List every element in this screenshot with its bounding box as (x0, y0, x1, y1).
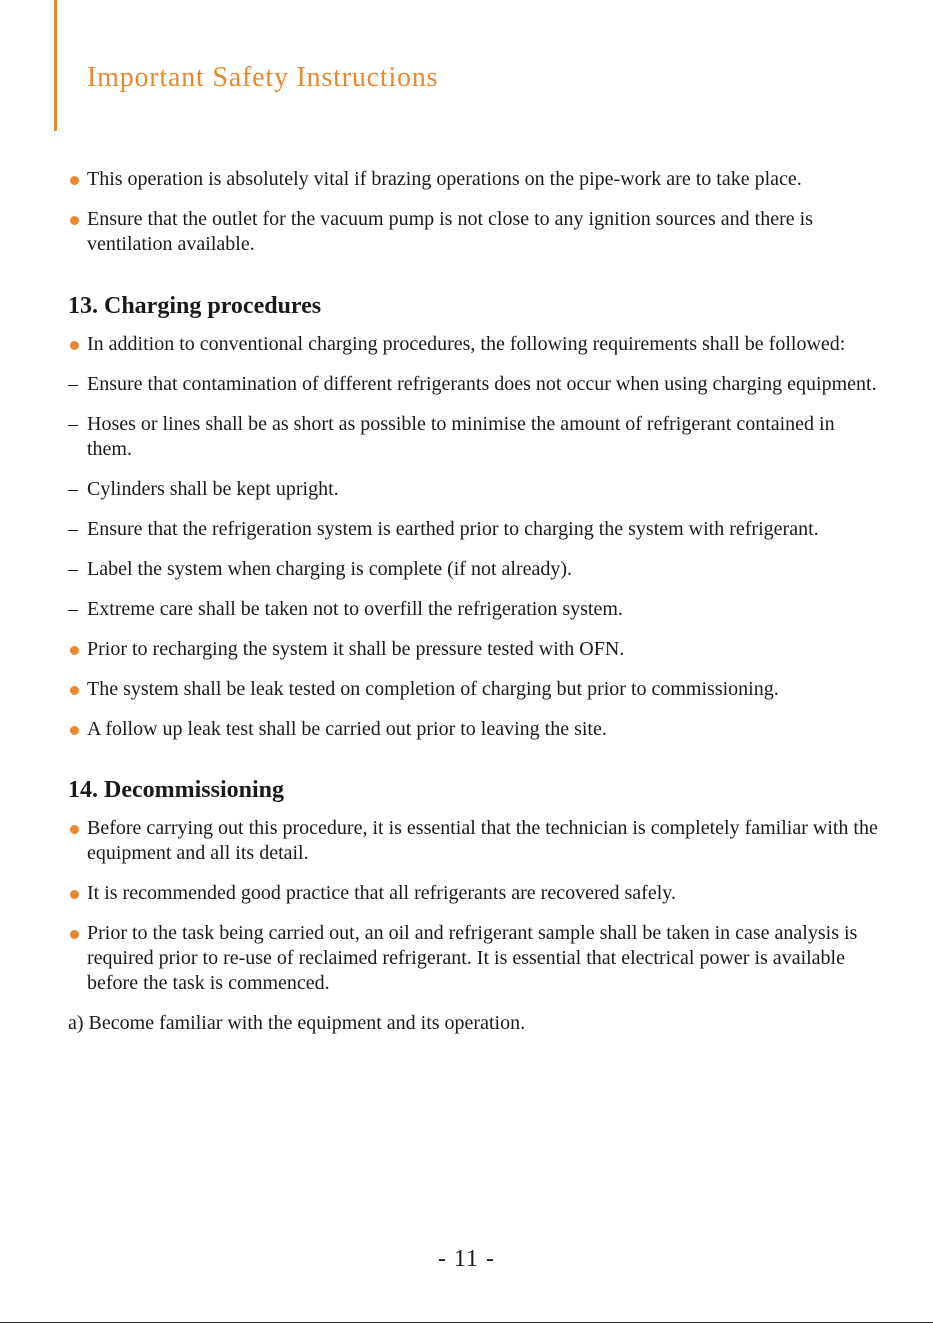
list-item-text: In addition to conventional charging procedures, the following requirements shall be followed: (87, 333, 846, 355)
list-item-text: It is recommended good practice that all refrigerants are recovered safely. (87, 882, 676, 904)
bullet-icon (70, 646, 79, 655)
list-item (68, 477, 883, 502)
bullet-icon (70, 930, 79, 939)
list-item (68, 332, 883, 357)
list-item (68, 881, 883, 906)
list-item (68, 412, 883, 462)
bullet-icon (70, 176, 79, 185)
list-item-text: Extreme care shall be taken not to overfill the refrigeration system. (87, 598, 623, 620)
list-item (68, 517, 883, 542)
list-item (68, 717, 883, 742)
dash-marker: – (68, 518, 78, 540)
list-item (68, 207, 883, 257)
page-header-title: Important Safety Instructions (87, 62, 439, 93)
list-item (68, 921, 883, 996)
list-item-text: This operation is absolutely vital if brazing operations on the pipe-work are to take place. (87, 168, 802, 190)
list-item (68, 677, 883, 702)
dash-marker: – (68, 478, 78, 500)
list-item-text: Prior to the task being carried out, an oil and refrigerant sample shall be taken in case analysis is required prior to re-use of reclaimed refrigerant. It is essential that electrical power is available before the task is commenced. (87, 922, 858, 994)
dash-marker: – (68, 558, 78, 580)
list-item-text: Cylinders shall be kept upright. (87, 478, 339, 500)
list-item-text: Ensure that the refrigeration system is earthed prior to charging the system with refrigerant. (87, 518, 819, 540)
list-item-text: Ensure that contamination of different refrigerants does not occur when using charging equipment. (87, 373, 877, 395)
page-number: - 11 - (437, 1246, 496, 1272)
list-item-text: a) Become familiar with the equipment and its operation. (68, 1012, 526, 1034)
header-accent-bar (54, 0, 57, 131)
bullet-icon (70, 216, 79, 225)
list-item (68, 167, 883, 192)
list-item-text: Before carrying out this procedure, it is essential that the technician is completely familiar with the equipment and all its detail. (87, 817, 878, 864)
document-body (68, 167, 883, 1051)
footer-divider (0, 1322, 933, 1323)
list-item-text: The system shall be leak tested on completion of charging but prior to commissioning. (87, 678, 779, 700)
list-item (68, 1011, 883, 1036)
dash-marker: – (68, 413, 78, 435)
dash-marker: – (68, 598, 78, 620)
dash-marker: – (68, 373, 78, 395)
list-item-text: Label the system when charging is complete (if not already). (87, 558, 573, 580)
list-item-text: Hoses or lines shall be as short as possible to minimise the amount of refrigerant contained in them. (87, 413, 835, 460)
bullet-icon (70, 726, 79, 735)
list-item-text: A follow up leak test shall be carried out prior to leaving the site. (87, 718, 607, 740)
list-item (68, 637, 883, 662)
list-item (68, 816, 883, 866)
bullet-icon (70, 825, 79, 834)
bullet-icon (70, 686, 79, 695)
list-item (68, 372, 883, 397)
bullet-icon (70, 890, 79, 899)
bullet-icon (70, 341, 79, 350)
section-heading-charging-procedures: 13. Charging procedures (68, 293, 322, 319)
section-heading-decommissioning: 14. Decommissioning (68, 777, 284, 803)
list-item-text: Ensure that the outlet for the vacuum pump is not close to any ignition sources and there is ventilation available. (87, 208, 813, 255)
list-item (68, 597, 883, 622)
list-item (68, 557, 883, 582)
list-item-text: Prior to recharging the system it shall be pressure tested with OFN. (87, 638, 625, 660)
